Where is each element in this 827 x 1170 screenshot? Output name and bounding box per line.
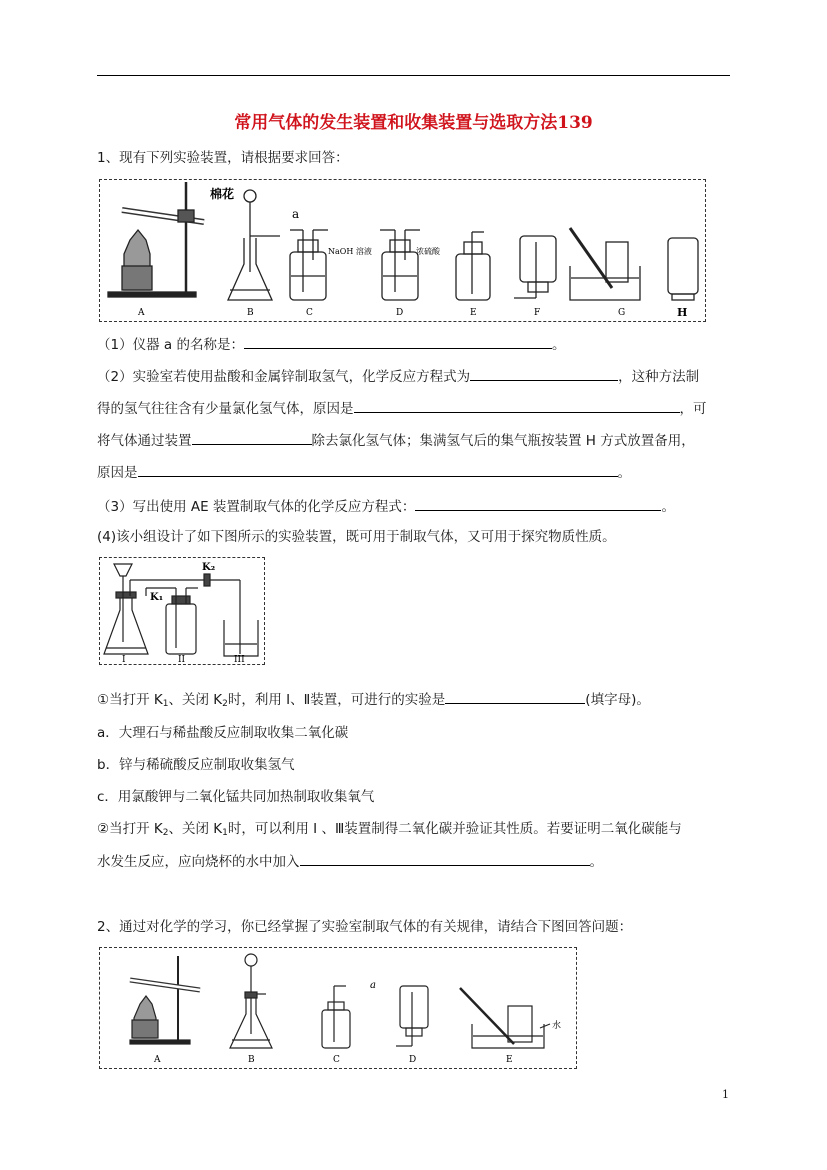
- q1-part1: （1）仪器 a 的名称是： 。: [97, 334, 565, 355]
- q1-part2-line4: 原因是 。: [97, 462, 631, 483]
- page-title: 常用气体的发生装置和收集装置与选取方法139: [234, 113, 593, 133]
- fig1-label-d: D: [396, 308, 404, 318]
- q1-intro: 1、现有下列实验装置，请根据要求回答：: [97, 150, 349, 166]
- fig3-label-d: D: [409, 1055, 417, 1065]
- fig3-label-a: A: [154, 1055, 161, 1065]
- q1-part4-drawing: [100, 558, 264, 664]
- q1-part1-text: （1）仪器 a 的名称是：: [97, 337, 244, 353]
- fig1-label-f: F: [534, 308, 541, 318]
- fig1-h2so4-label: 浓硫酸: [416, 247, 440, 256]
- q1-step2-blank: [300, 851, 590, 866]
- fig1-label-g: G: [618, 308, 626, 318]
- q1-part2-line2: 得的氢气往往含有少量氯化氢气体，原因是 ，可: [97, 398, 707, 419]
- fig3-label-c: C: [333, 1055, 340, 1065]
- fig3-label-b: B: [248, 1055, 255, 1065]
- q1-part2-blank1: [470, 366, 618, 381]
- q1-step2-line2: 水发生反应，应向烧杯的水中加入 。: [97, 851, 603, 872]
- q1-step2: ②当打开 $K_2$、关闭 $K_1$时，可以利用 I 、Ⅲ装置制得二氧化碳并验证其性质。若要证明二氧化碳能与: [97, 821, 682, 838]
- fig1-cotton-label: 棉花: [210, 187, 235, 201]
- q2-apparatus-drawing: [100, 948, 576, 1068]
- fig1-label-h: H: [677, 306, 688, 319]
- fig2-label-2: II: [178, 655, 186, 664]
- fig1-label-c: C: [306, 308, 313, 318]
- fig2-label-3: III: [234, 655, 245, 664]
- fig3-water-label: 水: [552, 1021, 562, 1031]
- fig2-label-1: I: [122, 655, 126, 664]
- q1-step1: ①当打开 $K_1$、关闭 $K_2$时，利用 I、Ⅱ装置，可进行的实验是 (填字母)。: [97, 689, 650, 714]
- q1-part1-blank: [244, 334, 552, 349]
- header-rule: [97, 75, 730, 76]
- q1-step1-blank: [445, 689, 585, 704]
- q1-option-b: b．锌与稀硫酸反应制取收集氢气: [97, 757, 295, 773]
- q2-intro: 2、通过对化学的学习，你已经掌握了实验室制取气体的有关规律，请结合下图回答问题：: [97, 919, 633, 935]
- q1-part2-blank3: [192, 430, 312, 445]
- q1-part2-line3: 将气体通过装置 除去氯化氢气体；集满氢气后的集气瓶按装置 H 方式放置备用，: [97, 430, 695, 451]
- q1-part2-line1: （2）实验室若使用盐酸和金属锌制取氢气，化学反应方程式为 ，这种方法制: [97, 366, 699, 387]
- q1-part3: （3）写出使用 AE 装置制取气体的化学反应方程式： 。: [97, 496, 675, 517]
- stand-base-a: [108, 292, 196, 297]
- q1-part2-blank2: [354, 398, 680, 413]
- fig2-k1-label: K₁: [150, 592, 164, 603]
- q1-apparatus-figure: [99, 179, 706, 322]
- fig1-label-e: E: [470, 308, 477, 318]
- q1-apparatus-drawing: [100, 180, 705, 321]
- fig1-label-a: A: [138, 308, 145, 318]
- q1-part2-blank4: [138, 462, 618, 477]
- q1-option-c: c．用氯酸钾与二氧化锰共同加热制取收集氧气: [97, 789, 375, 805]
- fig3-a-label: a: [370, 980, 376, 991]
- q1-part3-blank: [415, 496, 661, 511]
- q1-part4: (4)该小组设计了如下图所示的实验装置，既可用于制取气体，又可用于探究物质性质。: [97, 529, 616, 545]
- q1-option-a: a．大理石与稀盐酸反应制取收集二氧化碳: [97, 725, 349, 741]
- fig1-label-b: B: [247, 308, 254, 318]
- fig1-naoh-label: NaOH 溶液: [328, 247, 372, 256]
- fig2-k2-label: K₂: [202, 562, 216, 573]
- q1-part4-figure: [99, 557, 265, 665]
- fig3-label-e: E: [506, 1055, 513, 1065]
- page-number: 1: [722, 1088, 729, 1101]
- q2-apparatus-figure: [99, 947, 577, 1069]
- fig1-a-label: a: [292, 207, 300, 221]
